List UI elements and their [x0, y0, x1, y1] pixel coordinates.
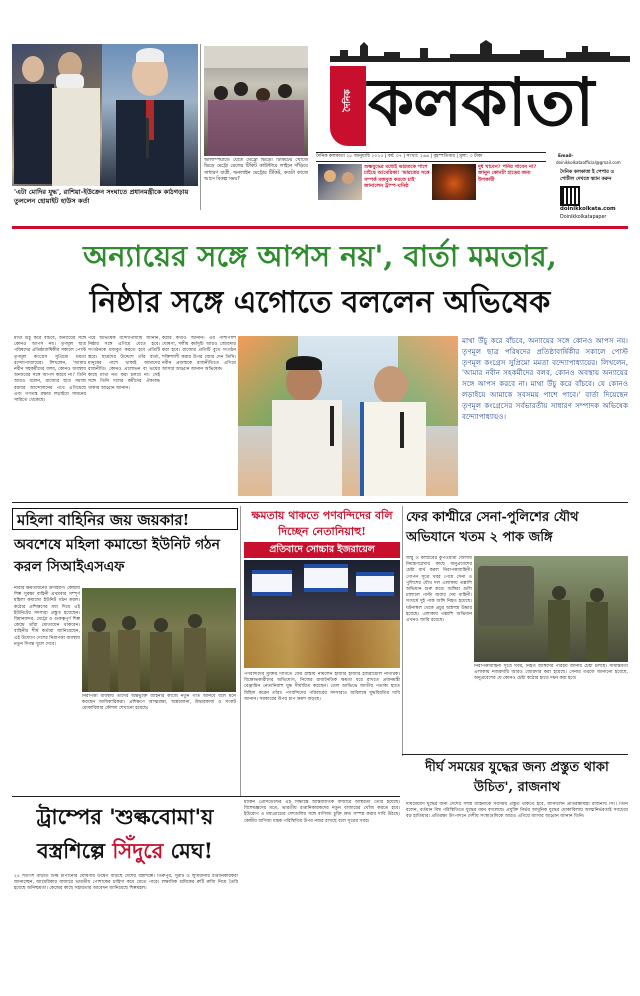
israel-kicker[interactable]: প্রতিবাদে সোচ্চার ইজরায়েল — [244, 542, 400, 558]
israel-protest-photo — [244, 560, 400, 668]
promo-text: দৈনিক কলকাতা ই পেপার ও পোর্টাল দেখতে স্ক্যান করুন — [560, 170, 614, 182]
email-block[interactable] — [556, 154, 638, 165]
website-link[interactable]: doinikkolkata.com — [560, 206, 616, 212]
lead-headline-line1[interactable]: অন্যায়ের সঙ্গে আপস নয়', বার্তা মমতার, — [83, 239, 557, 273]
lead-body-col1: মাথা উঁচু করে বাঁচবে, অন্যায়ের সঙ্গে কোনও আপস নয়। তৃণমূল ছাত্র পরিষদের প্রতিষ্ঠাবার্ষিকীর সকালে পোস্ট তৃণমূল কংগ্রেস সুপ্রিমো মমতা বন্দ্যোপাধ্যায়ের। লিখলেন, 'আমার নবীন সহকর্মীদের বলব, কোনও অবস্থায় অন্যায়ের সঙ্গে আপস করবে না।' তিনি আরও বলেন, রাজ্যের ছাত্র সমাজ বরাবর আন্দোলনের পথে এগিয়েছে এবং গণতন্ত্র রক্ষার লড়াইয়ে সামনের সারিতে থেকেছে। — [14, 336, 86, 404]
women-body: নারীর ক্ষমতায়নের উদাহরণ। কেন্দ্রীয় শিল্প সুরক্ষা বাহিনী প্রথমবার সম্পূর্ণ মহিলা কমান্ডো ইউনিট গঠন করল। কঠোর প্রশিক্ষণের মধ্য দিয়ে এই ইউনিটের সদস্যরা প্রস্তুত হয়েছেন। বিমানবন্দর, মেট্রো ও গুরুত্বপূর্ণ শিল্প কেন্দ্রে তাঁরা মোতায়েন থাকবেন। বাহিনীর শীর্ষ কর্তারা জানিয়েছেন, এই উদ্যোগ দেশের নিরাপত্তা ব্যবস্থায় নতুন দিগন্ত খুলে দেবে। — [14, 586, 80, 647]
column-body-center: মার্কিন প্রেসিডেন্টের এই সিদ্ধান্তে আন্তর্জাতিক বাজারে অস্থিরতা তৈরি হয়েছে। বিশেষজ্ঞদের মতে, ভারতীয় রপ্তানিকারকদের নতুন বাজারের খোঁজ করতে হবে। ইউরোপ ও মধ্যপ্রাচ্যের দেশগুলির সঙ্গে বাণিজ্য চুক্তি দ্রুত সম্পন্ন করার দাবি উঠছে। কেন্দ্রীয় বাণিজ্য মন্ত্রক পরিস্থিতির উপর নজর রাখছে বলে সূত্রের খবর। — [244, 800, 400, 824]
trump-headline-accent: সিঁদুরে — [112, 838, 164, 863]
metro-crowd-photo — [204, 46, 308, 156]
mamata-abhishek-photo — [238, 336, 458, 496]
trump-headline-part3: মেঘ! — [170, 838, 213, 863]
social-handle[interactable]: Doinikkolkatapaper — [560, 215, 607, 220]
trump-headline-part2: বস্ত্রশিল্পে — [37, 838, 106, 863]
women-body-continued: নিরাপত্তা ব্যবস্থায় তাঁদের অন্তর্ভুক্তি বাহিনীর কাজে নতুন গতি আনবে বলে মনে করছেন আধিকারিকরা। প্রশিক্ষণে আত্মরক্ষা, অস্ত্রচালনা, উদ্ধারকাজ ও সংকট মোকাবিলার কৌশল শেখানো হয়েছে। — [82, 694, 236, 712]
lead-headline-line2[interactable]: নিষ্ঠার সঙ্গে এগোতে বললেন অভিষেক — [89, 285, 551, 320]
lead-body-col3: করার কথাও জানান। এর পাশাপাশি ঘোষণা, দলীয় কর্মসূচি আরও জোরদার করা হবে। রাজ্যের প্রতিটি বুথে সংগঠন শক্তিশালী করার উপর জোর দেন তিনি। নবীন প্রজন্মকে রাজনীতিতে এগিয়ে আসার আহ্বান জানান অভিষেক। — [162, 336, 236, 373]
trump-meeting-photo — [318, 164, 362, 200]
israel-headline[interactable]: ক্ষমতায় থাকতে পণবন্দিদের বলি দিচ্ছেন নেতানিয়াহু! — [251, 509, 393, 538]
white-house-official-photo — [102, 44, 198, 186]
kashmir-body: জম্মু ও কাশ্মীরের কুপওয়ারা জেলায় নিয়ন্ত্রণরেখার কাছে অনুপ্রবেশের চেষ্টা ব্যর্থ করল নিরাপত্তাবাহিনী। গোপন সূত্রে খবর পেয়ে সেনা ও পুলিশের যৌথ দল এলাকায় তল্লাশি অভিযান শুরু করে। জঙ্গিরা গুলি চালালে পাল্টা জবাব দেয় বাহিনী। সংঘর্ষে দুই পাক জঙ্গি নিহত হয়েছে। ঘটনাস্থল থেকে প্রচুর অস্ত্রশস্ত্র উদ্ধার হয়েছে। এলাকায় তল্লাশি অভিযান এখনও জারি রয়েছে। — [406, 556, 472, 624]
logo-badge — [330, 66, 366, 146]
email-label: Email- — [558, 154, 574, 159]
rajnath-headline[interactable]: দীর্ঘ সময়ের যুদ্ধের জন্য প্রস্তুত থাকা উচিত', রাজনাথ — [425, 760, 609, 795]
teaser-food[interactable]: দুধ খাবেন? পনির খাবেন না? জানুন কোনটা হাড়ের জন্য উপকারী — [478, 164, 537, 183]
lead-body-col2: পরে অভিষেক বন্দ্যোপাধ্যায় জানান, নিষ্ঠার সঙ্গে এগিয়ে যেতে হবে। সংগঠনকে মজবুত করতে হবে প্রতিটি স্তরে। ছাত্রদের উদ্দেশে তাঁর বার্তা, মানুষের পাশে থাকাই আমাদের রাজনীতি। কোনও প্রলোভন বা ভয়ের কাছে মাথা নত করা চলবে না। সেই সঙ্গে তিনি দলের কর্মীদের ঐক্যবদ্ধ থাকার আহ্বান জানান। — [88, 336, 160, 391]
rajnath-body: দীর্ঘমেয়াদি যুদ্ধের জন্য দেশের সশস্ত্র বাহিনীকে সবসময় প্রস্তুত থাকতে হবে, জানালেন প্রতিরক্ষামন্ত্রী রাজনাথ সিং। তিনি বলেন, বর্তমান বিশ্ব পরিস্থিতিতে যুদ্ধের ধরন বদলেছে। প্রযুক্তি নির্ভর আধুনিক যুদ্ধের মোকাবিলায় আত্মনির্ভরতাই সবচেয়ে বড় হাতিয়ার। প্রতিরক্ষা উৎপাদনে দেশীয় সংস্থাগুলিকে আরও এগিয়ে আসার আহ্বান জানান তিনি। — [406, 802, 628, 820]
food-photo — [432, 164, 476, 200]
metro-snippet[interactable]: অলিম্পিয়াডে যেতে মেট্রো ভিড়ে! টিকিটের খোঁজে ভিড়ে মেট্রো রেলের টিকিট কাউন্টারে লাইনে দাঁড়িয়ে সাধারণ যাত্রী, অনলাইন মেট্রোর টিকিট, কতটা কাজে আসে বিকল্প সময়? — [204, 158, 308, 182]
masthead-divider — [12, 226, 628, 229]
dateline: দৈনিক কলকাতা ২৮ জানুয়ারি ২০২৫ | বর্ষ: ০৭ | সংখ্যা: ২৬৬ | বৃহস্পতিবার | মূল্য: ৩ টাকা — [316, 152, 546, 162]
kashmir-body-continued: নিরাপত্তাবাহিনী সূত্রে খবর, নিহত জঙ্গিদের পরিচয় জানার চেষ্টা চলছে। সীমান্তবর্তী এলাকায় নজরদারি আরও জোরদার করা হয়েছে। সেনার তরফে জানানো হয়েছে, অনুপ্রবেশের যে কোনও চেষ্টা কঠোর হাতে দমন করা হবে। — [474, 664, 628, 682]
kashmir-headline[interactable]: ফের কাশ্মীরে সেনা-পুলিশের যৌথ অভিযানে খতম ২ পাক জঙ্গি — [406, 510, 579, 545]
women-kicker[interactable]: মহিলা বাহিনির জয় জয়কার! — [12, 508, 238, 530]
trump-headline[interactable] — [12, 800, 238, 870]
women-commando-photo — [82, 588, 236, 692]
teaser-trump[interactable]: শুল্কযুদ্ধের মধ্যেই ভারতকে পাশে চাইছে আমেরিকা! 'ভারতের সঙ্গে সম্পর্ক মজবুত করতে চাই' জানালেন ট্রাম্প-ঘনিষ্ঠ — [364, 164, 430, 190]
women-headline[interactable]: অবশেষে মহিলা কমান্ডো ইউনিট গঠন করল সিআইএসএফ — [14, 537, 220, 575]
trump-body: ২৫ শতাংশ বাড়তি শুল্ক চাপানোর ঘোষণায় উদ্বেগ বাড়ছে দেশের বস্ত্রশিল্পে। তিরুপুর, সুরাট ও লুধিয়ানার রপ্তানিকারকরা জানাচ্ছেন, আমেরিকার বাজারে ভারতীয় পোশাকের চাহিদা কমে যেতে পারে। লক্ষাধিক শ্রমিকের রুটি রুজি নিয়ে তৈরি হয়েছে অনিশ্চয়তা। কেন্দ্রের কাছে সহায়তার আবেদন জানিয়েছে শিল্পমহল। — [14, 874, 238, 892]
kashmir-soldiers-photo — [474, 556, 628, 662]
email-address[interactable]: doinikkolkataofficial@gmail.com — [556, 160, 621, 165]
masthead-logo: কলকাতা — [368, 63, 594, 141]
israel-body: পণবন্দিদের মুক্তির দাবিতে ফের রাস্তায় নামলেন হাজার হাজার ইজরায়েলি নাগরিক। বিক্ষোভকারীদের অভিযোগ, নিজের রাজনৈতিক ক্ষমতা ধরে রাখতে প্রধানমন্ত্রী বেঞ্জামিন নেতানিয়াহু যুদ্ধ দীর্ঘায়িত করছেন। তেল আভিভে জাতীয় পতাকা হাতে মিছিল করেন তাঁরা। পণবন্দিদের পরিবারের সদস্যরাও অবিলম্বে যুদ্ধবিরতির দাবি জানান। সরকারের উপর চাপ ক্রমশ বাড়ছে। — [244, 672, 400, 702]
lead-summary[interactable]: মাথা উঁচু করে বাঁচবে, অন্যায়ের সঙ্গে কোনও আপস নয়। তৃণমূল ছাত্র পরিষদের প্রতিষ্ঠাবার্ষিকীর সকালে পোস্ট তৃণমূল কংগ্রেস সুপ্রিমো মমতা বন্দ্যোপাধ্যায়ের। লিখলেন, 'আমার নবীন সহকর্মীদের বলব, কোনও অবস্থায় অন্যায়ের সঙ্গে আপস করবে না। মাথা উঁচু করে বাঁচবে। যে কোনও লড়াইয়ে আমাকে সবসময় পাশে পাবে।' বার্তা দিয়েছেন তৃণমূল কংগ্রেসের সর্বভারতীয় সাধারণ সম্পাদক অভিষেক বন্দ্যোপাধ্যায়ও। — [462, 336, 628, 421]
top-left-caption[interactable]: 'এটা মোদির যুদ্ধ', রাশিয়া-ইউক্রেন সংঘাতে প্রধানমন্ত্রীকে কাঠগড়ায় তুললেন হোয়াইট হাউস কর্তা — [14, 188, 189, 205]
qr-code[interactable] — [560, 186, 580, 206]
trump-headline-part1: ট্রাম্পের 'শুল্কবোমা'য় — [36, 804, 214, 829]
logo-small-text: দৈনিক — [343, 89, 353, 113]
putin-modi-photo — [12, 44, 102, 186]
